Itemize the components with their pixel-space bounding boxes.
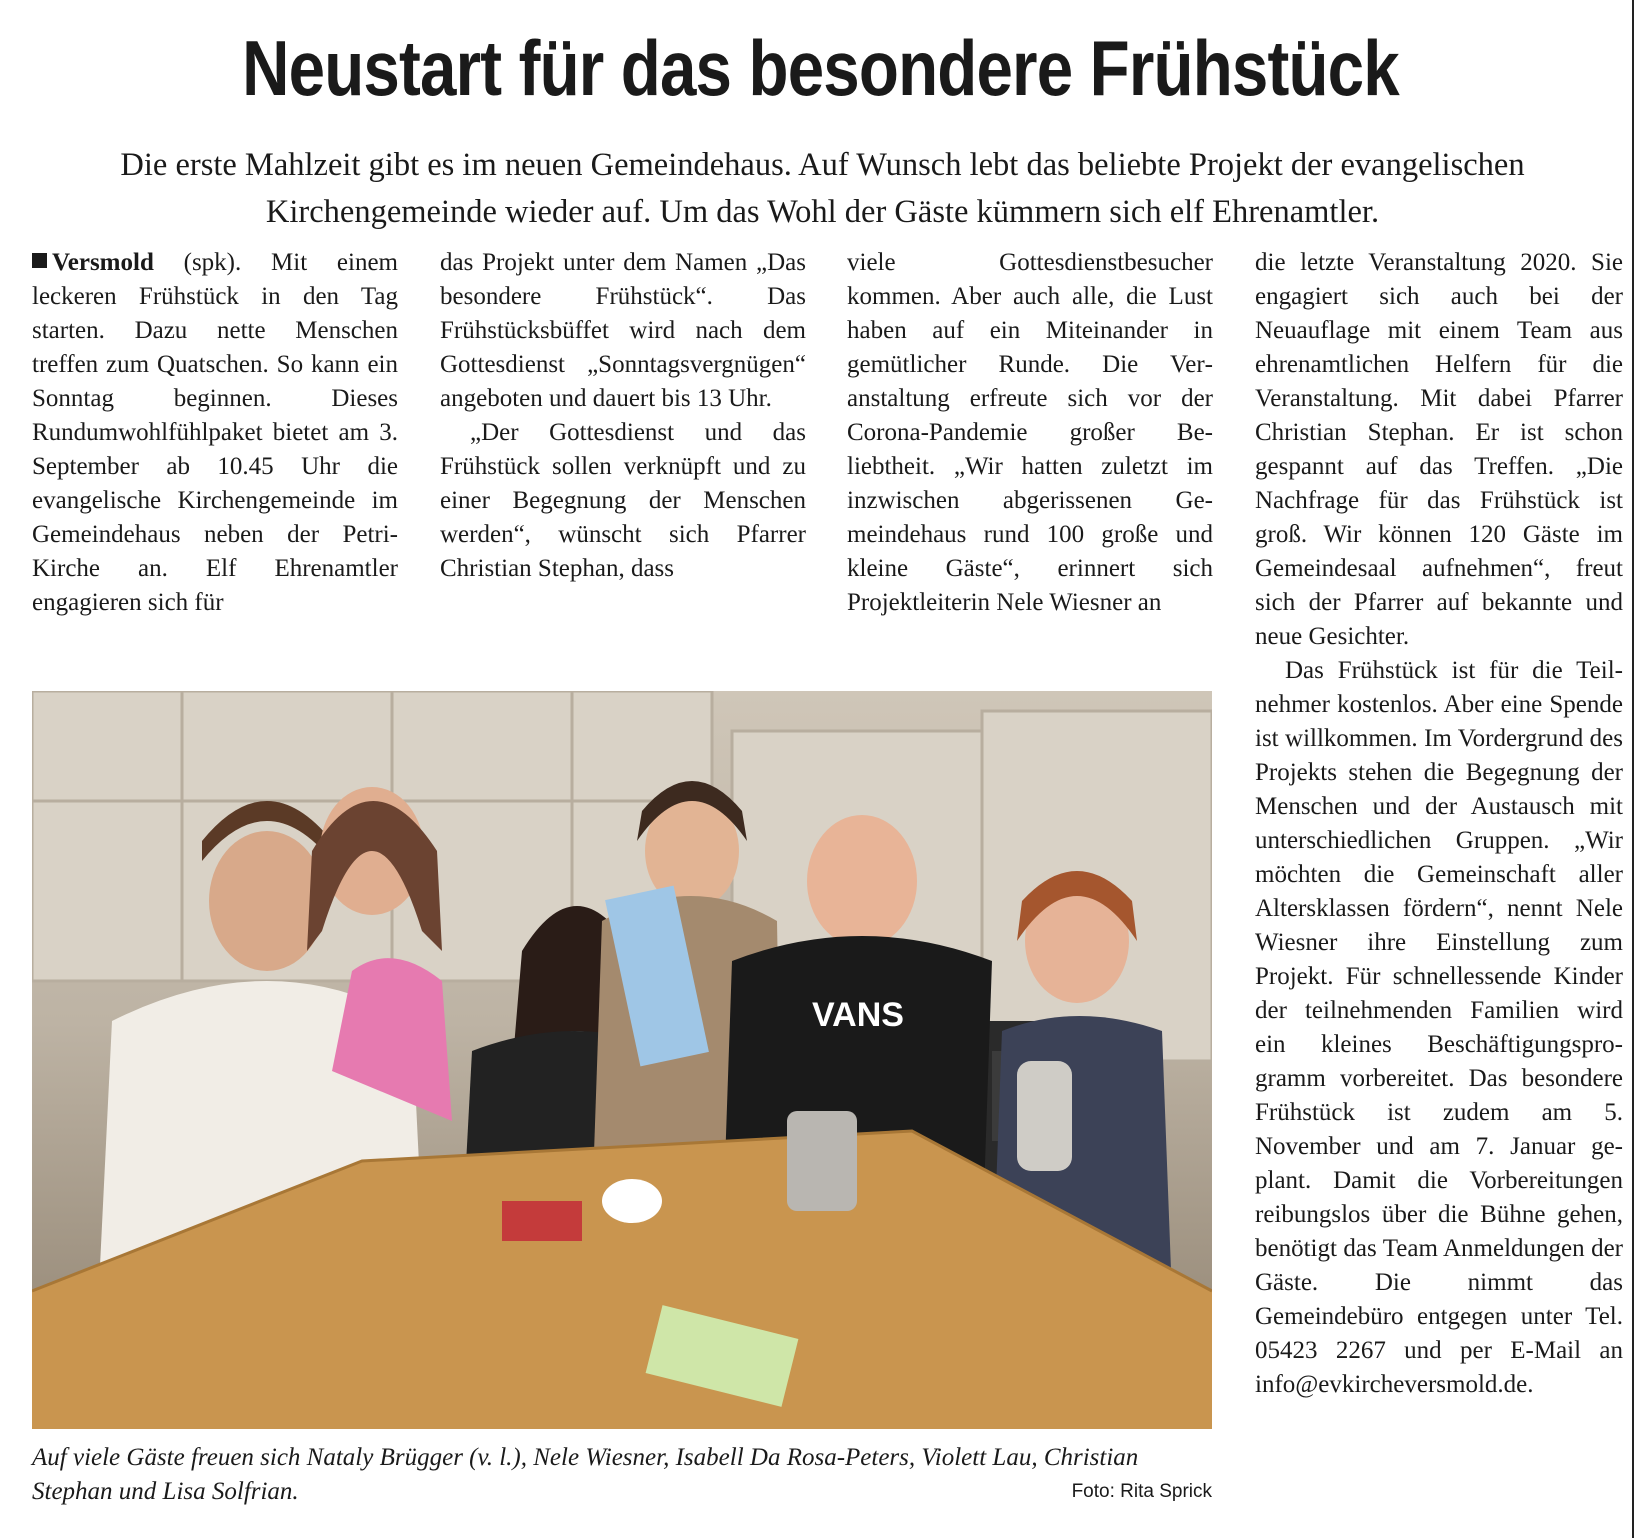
headline: Neustart für das besondere Frühstück (242, 24, 1399, 112)
text-column-1 (32, 246, 398, 621)
text-column-4 (1255, 246, 1623, 1516)
tea-box (502, 1201, 582, 1241)
thermos-jug (787, 1111, 857, 1211)
paragraph: Das Frühstück ist für die Teilnehmer kostenlos. Aber eine Spende ist willkommen. Im Vordergrund des Projekts stehen die Begegnung der Menschen und der Austausch mit unterschiedlichen Gruppen. „Wir möchten die Gemeinschaft aller Altersklassen fördern“, nennt Nele Wiesner ihre Einstellung zum Projekt. Für schnellessende Kinder der teilnehmenden Familien wird ein kleines Beschäftigungsprogramm vorbereitet. Das besondere Frühstück ist zudem am 5. November und am 7. Januar geplant. Damit die Vorbereitungen reibungslos über die Bühne gehen, benötigt das Team Anmeldungen der Gäste. Die nimmt das Gemeindebüro entgegen unter Tel. 05423 2267 und per E-Mail an info@evkircheversmold.de. (1255, 657, 1623, 1398)
photo-credit: Foto: Rita Sprick (1071, 1481, 1212, 1502)
lead-paragraph (32, 246, 398, 620)
dateline-square-icon (32, 253, 47, 268)
coffee-cup (602, 1179, 662, 1223)
column-rule (1632, 0, 1634, 1538)
body-text-col1: (spk). Mit einem leckeren Frühstück in den Tag starten. Dazu nette Menschen treffen zum Quatschen. So kann ein Sonntag beginnen. Dieses Rundumwohlfühlpaket bietet am 3. September ab 10.45 Uhr die evangelische Kirchengemeinde im Gemeindehaus neben der Petri-Kirche an. Elf Ehrenamtler engagieren sich für (32, 249, 398, 616)
hoodie-print: VANS (812, 996, 904, 1034)
group-photo (32, 691, 1212, 1429)
photo-caption: Auf viele Gäste freuen sich Nataly Brügger (v. l.), Nele Wiesner, Isabell Da Rosa-Peters, Violett Lau, Christian Stephan und Lisa Solfrian. (32, 1444, 1139, 1505)
dateline: Versmold (52, 249, 154, 276)
paragraph: viele Gottesdienstbesucher kommen. Aber auch alle, die Lust haben auf ein Miteinander in gemütlicher Runde. Die Veranstaltung erfreute sich vor der Corona-Pandemie großer Beliebtheit. „Wir hatten zuletzt im inzwischen abgerissenen Gemeindehaus rund 100 große und kleine Gäste“, erinnert sich Projektleiterin Nele Wiesner an (847, 249, 1213, 616)
text-column-3 (847, 246, 1213, 621)
paragraph: „Der Gottesdienst und das Frühstück sollen verknüpft und zu einer Begegnung der Menschen werden“, wünscht sich Pfarrer Christian Stephan, dass (440, 419, 806, 582)
carafe (1017, 1061, 1072, 1171)
paragraph: das Projekt unter dem Namen „Das besondere Frühstück“. Das Frühstücksbüffet wird nach dem Gottesdienst „Sonntagsvergnügen“ angeboten und dauert bis 13 Uhr. (440, 249, 806, 412)
paragraph: die letzte Veranstaltung 2020. Sie engagiert sich auch bei der Neuauflage mit einem Team aus ehrenamtlichen Helfern für die Veranstaltung. Mit dabei Pfarrer Christian Stephan. Er ist schon gespannt auf das Treffen. „Die Nachfrage für das Frühstück ist groß. Wir können 120 Gäste im Gemeindesaal aufnehmen“, freut sich der Pfarrer auf bekannte und neue Gesichter. (1255, 249, 1623, 650)
text-column-2 (440, 246, 806, 621)
subheadline: Die erste Mahlzeit gibt es im neuen Gemeindehaus. Auf Wunsch lebt das beliebte Projekt der evangelischen Kirchengemeinde wieder auf. Um das Wohl der Gäste kümmern sich elf Ehrenamtler. (120, 147, 1525, 230)
